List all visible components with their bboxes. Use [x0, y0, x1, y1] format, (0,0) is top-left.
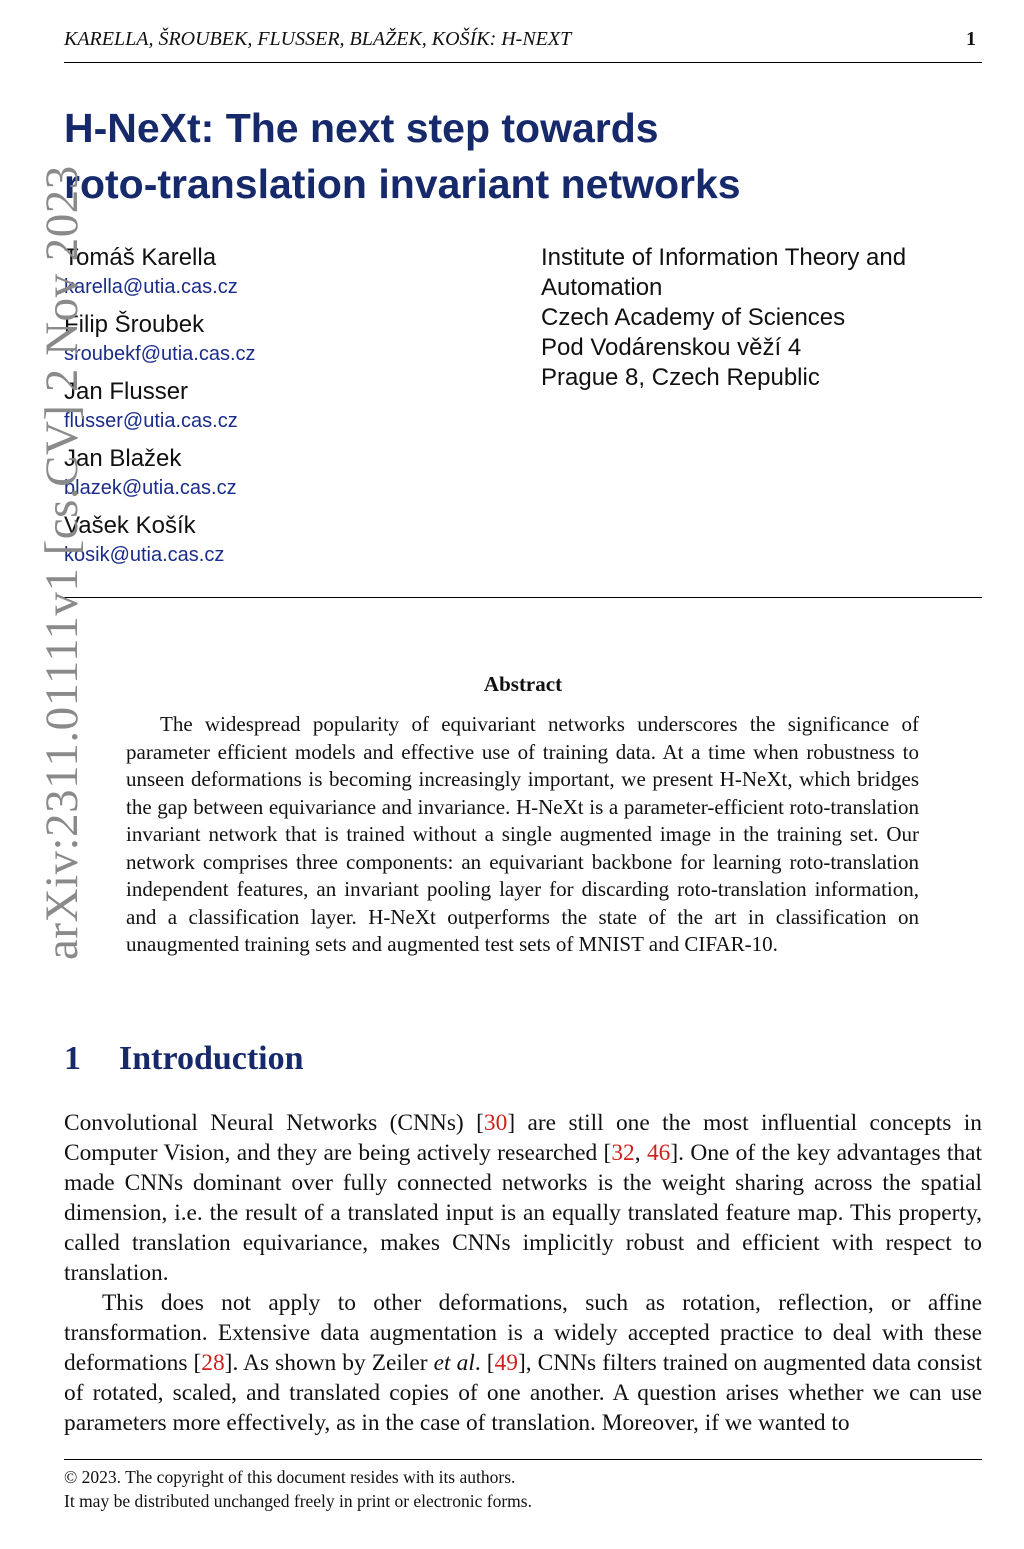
citation-link[interactable]: 28 — [201, 1350, 225, 1376]
author-name: Vašek Košík — [64, 512, 196, 539]
author-email-link[interactable]: flusser@utia.cas.cz — [64, 410, 238, 432]
paragraph: This does not apply to other deformations, such as rotation, reflection, or affine transformation. Extensive data augmentation is a widely accepted practice to deal with these deformations [28]. As shown by Zeiler et al. [49], CNNs filters trained on augmented data consist of rotated, scaled, and translated copies of one another. A question arises whether we can use parameters more effectively, as in the case of translation. Moreover, if we wanted to — [64, 1290, 982, 1436]
running-head — [64, 28, 982, 63]
author-name: Jan Blažek — [64, 445, 182, 472]
copyright-footer — [64, 1465, 532, 1513]
section-heading — [64, 1040, 304, 1078]
body-text — [64, 1108, 982, 1438]
author-entry — [64, 309, 484, 368]
header-divider — [64, 597, 982, 598]
running-head-title: KARELLA, ŠROUBEK, FLUSSER, BLAŽEK, KOŠÍK: H-NEXT — [64, 28, 572, 50]
affiliation-line: Pod Vodárenskou věží 4 — [541, 334, 802, 361]
author-name: Jan Flusser — [64, 378, 189, 405]
copyright-line: © 2023. The copyright of this document resides with its authors. — [64, 1467, 516, 1487]
author-entry — [64, 242, 484, 301]
author-entry — [64, 510, 484, 569]
citation-link[interactable]: 46 — [646, 1140, 671, 1166]
citation-link[interactable]: 49 — [494, 1350, 518, 1376]
citation-link[interactable]: 32 — [611, 1140, 635, 1166]
license-line: It may be distributed unchanged freely in print or electronic forms. — [64, 1491, 532, 1511]
abstract-text: The widespread popularity of equivariant networks underscores the significance of parameter efficient models and effective use of training data. At a time when robustness to unseen deformations is becoming increasingly important, we present H-NeXt, which bridges the gap between equivariance and invariance. H-NeXt is a parameter-efficient roto-translation invariant network that is trained without a single augmented image in the training set. Our network comprises three components: an equivariant backbone for learning roto-translation independent features, an invariant pooling layer for discarding roto-translation information, and a classification layer. H-NeXt outperforms the state of the art in classification on unaugmented training sets and augmented test sets of MNIST and CIFAR-10. — [126, 712, 919, 956]
author-email-link[interactable]: karella@utia.cas.cz — [64, 276, 238, 298]
paper-title — [64, 100, 824, 212]
paragraph: Convolutional Neural Networks (CNNs) [30] are still one the most influential concepts in Computer Vision, and they are being actively researched [32, 46]. One of the key advantages that made CNNs dominant over fully connected networks is the weight sharing across the spatial dimension, i.e. the result of a translated input is an equally translated feature map. This property, called translation equivariance, makes CNNs implicitly robust and efficient with respect to translation. — [64, 1110, 982, 1286]
arxiv-watermark: arXiv:2311.01111v1 [cs.CV] 2 Nov 2023 — [36, 165, 88, 960]
footer-divider — [64, 1459, 982, 1460]
author-entry — [64, 443, 484, 502]
author-email-link[interactable]: blazek@utia.cas.cz — [64, 477, 237, 499]
affiliation-line: Prague 8, Czech Republic — [541, 364, 820, 391]
author-name: Filip Šroubek — [64, 311, 205, 338]
citation-link[interactable]: 30 — [483, 1110, 508, 1136]
affiliation-line: Czech Academy of Sciences — [541, 304, 846, 331]
affiliation-line: Automation — [541, 274, 663, 301]
paper-title-line-1: H-NeXt: The next step towards — [64, 105, 659, 151]
affiliation-line: Institute of Information Theory and — [541, 244, 907, 271]
page-number: 1 — [966, 28, 976, 50]
author-entry — [64, 376, 484, 435]
abstract-heading: Abstract — [483, 672, 563, 696]
section-title: Introduction — [119, 1040, 304, 1077]
author-email-link[interactable]: sroubekf@utia.cas.cz — [64, 343, 256, 365]
section-number: 1 — [64, 1040, 81, 1077]
affiliation — [541, 243, 971, 393]
et-al: et al — [433, 1350, 475, 1376]
author-email-link[interactable]: kosik@utia.cas.cz — [64, 544, 225, 566]
author-list — [64, 242, 484, 577]
paper-title-line-2: roto-translation invariant networks — [64, 161, 741, 207]
author-name: Tomáš Karella — [64, 244, 217, 271]
